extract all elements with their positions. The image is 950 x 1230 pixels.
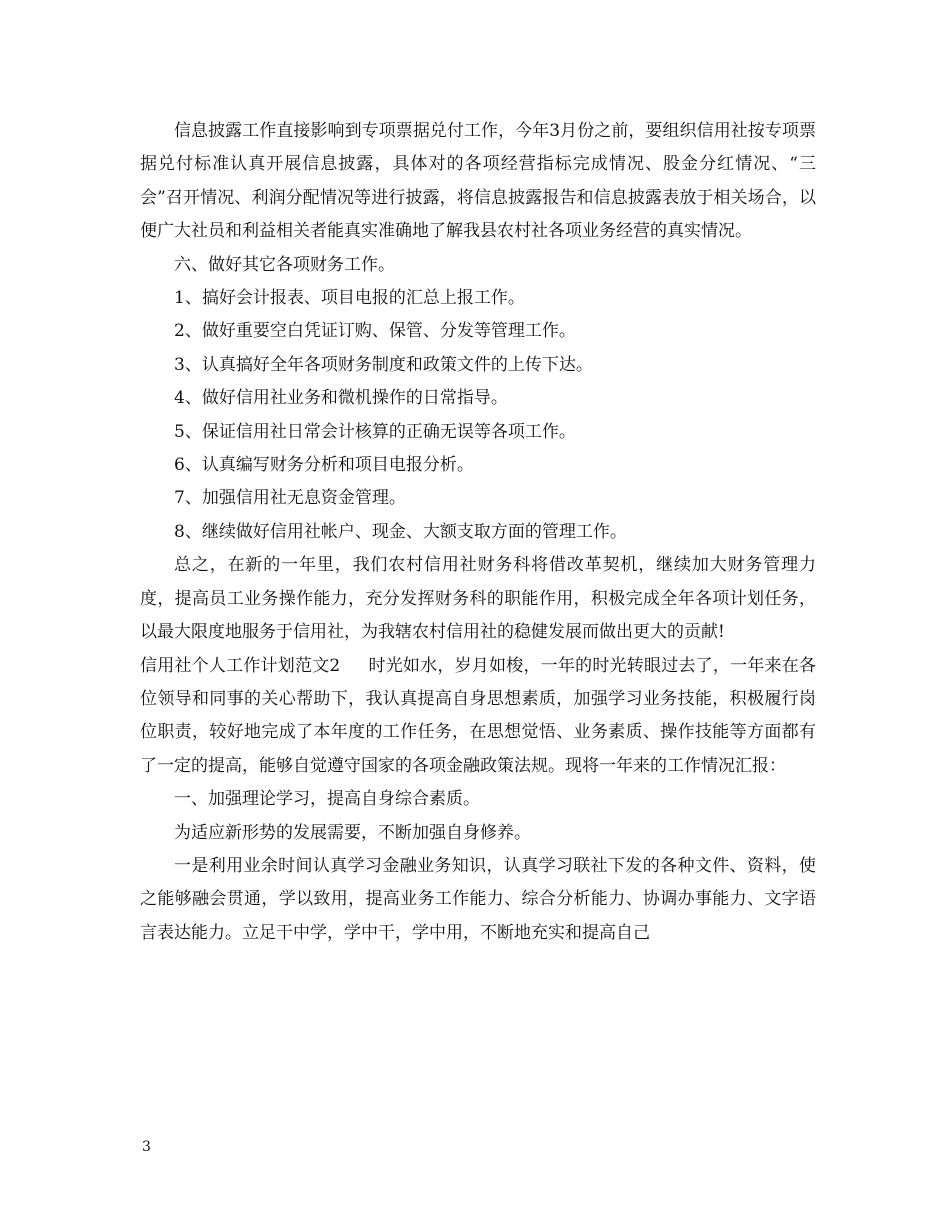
document-body [140,115,816,950]
section-heading-six: 六、做好其它各项财务工作。 [174,254,395,275]
section-intro-paragraph [140,650,816,784]
paragraph: 一是利用业余时间认真学习金融业务知识，认真学习联社下发的各种文件、资料，使之能够融会贯通，学以致用，提高业务工作能力、综合分析能力、协调办事能力、文字语言表达能力。立足干中学，学中干，学中用，不断地充实和提高自己 [140,855,816,943]
paragraph: 信息披露工作直接影响到专项票据兑付工作，今年3月份之前，要组织信用社按专项票据兑付标准认真开展信息披露，具体对的各项经营指标完成情况、股金分红情况、“三会”召开情况、利润分配情况等进行披露，将信息披露报告和信息披露表放于相关场合，以便广大社员和利益相关者能真实准确地了解我县农村社各项业务经营的真实情况。 [140,121,816,242]
conclusion-paragraph: 总之，在新的一年里，我们农村信用社财务科将借改革契机，继续加大财务管理力度，提高员工业务操作能力，充分发挥财务科的职能作用，积极完成全年各项计划任务，以最大限度地服务于信用社，为我辖农村信用社的稳健发展而做出更大的贡献! [140,555,816,643]
subheading-one: 一、加强理论学习，提高自身综合素质。 [174,789,480,810]
list-item: 8、继续做好信用社帐户、现金、大额支取方面的管理工作。 [174,521,627,542]
list-item: 7、加强信用社无息资金管理。 [174,488,406,509]
list-item: 5、保证信用社日常会计核算的正确无误等各项工作。 [174,421,576,442]
list-item: 4、做好信用社业务和微机操作的日常指导。 [174,388,508,409]
page-number: 3 [142,1139,151,1155]
list-item: 2、做好重要空白凭证订购、保管、分发等管理工作。 [174,321,576,342]
paragraph: 为适应新形势的发展需要，不断加强自身修养。 [174,822,531,843]
list-item: 3、认真搞好全年各项财务制度和政策文件的上传下达。 [174,354,593,375]
list-item: 6、认真编写财务分析和项目电报分析。 [174,455,474,476]
section-title: 信用社个人工作计划范文2 [140,655,341,676]
section-first-text: 时光如水，岁月如梭，一年的时光转眼过去了，一年来在各位领导和同事的关心帮助下，我认真提高自身思想素质，加强学习业务技能，积极履行岗位职责，较好地完成了本年度的工作任务，在思想觉悟、业务素质、操作技能等方面都有了一定的提高，能够自觉遵守国家的各项金融政策法规。现将一年来的工作情况汇报： [140,655,816,776]
list-item: 1、搞好会计报表、项目电报的汇总上报工作。 [174,288,525,309]
